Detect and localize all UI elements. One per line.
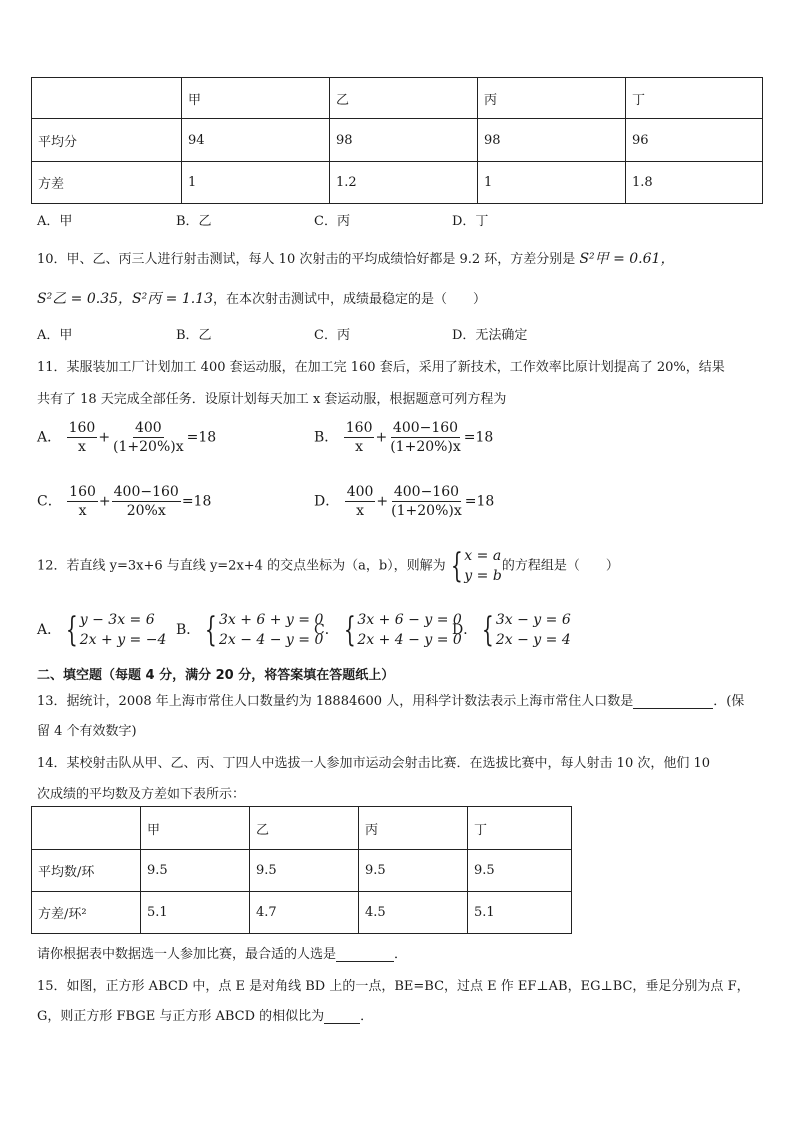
q12-option-c bbox=[314, 610, 462, 650]
q14-after-end: ． bbox=[394, 947, 408, 962]
equation-row: x = a bbox=[464, 548, 502, 564]
equation-system bbox=[200, 610, 323, 650]
q13-line1 bbox=[37, 690, 744, 709]
q11-option-d: D． $\frac{400}{x}$ + $\frac{400-160}{(1+20\%)x}$ =18 bbox=[314, 484, 495, 519]
equation-row: 2x + 4 − y = 0 bbox=[357, 632, 462, 648]
denominator: x bbox=[356, 503, 364, 519]
brace-icon: { bbox=[65, 610, 78, 650]
denominator: (1+20%)x bbox=[390, 439, 461, 455]
q12-stem-after: 的方程组是（ ） bbox=[501, 558, 619, 574]
brace-icon: { bbox=[482, 610, 495, 650]
numerator: 160 bbox=[345, 420, 373, 436]
table-cell: 平均分 bbox=[32, 119, 182, 162]
table-row bbox=[32, 119, 763, 162]
q10-stem bbox=[37, 248, 674, 268]
rhs: =18 bbox=[463, 429, 494, 446]
fraction bbox=[344, 420, 375, 455]
table-cell: 1 bbox=[182, 162, 330, 204]
denominator: x bbox=[77, 439, 86, 455]
q14-after-text: 请你根据表中数据选一人参加比赛，最合适的人选是 bbox=[37, 947, 337, 962]
table-cell: 1.2 bbox=[330, 162, 478, 204]
rhs: =18 bbox=[181, 493, 212, 510]
score-table-2 bbox=[31, 806, 572, 934]
q12-option-d bbox=[452, 610, 571, 650]
table-cell: 5.1 bbox=[141, 892, 250, 934]
denominator: 20%x bbox=[126, 503, 166, 519]
q10-line1: 10．甲、乙、丙三人进行射击测试，每人 10 次射击的平均成绩恰好都是 9.2 环，方差分别是 bbox=[37, 252, 576, 267]
q12-stem-before: 12．若直线 y=3x+6 与直线 y=2x+4 的交点坐标为（a，b），则解为 bbox=[37, 558, 446, 574]
table-cell: 甲 bbox=[141, 807, 250, 850]
table-cell: 平均数/环 bbox=[32, 850, 141, 892]
brace-icon: { bbox=[343, 610, 356, 650]
denominator: x bbox=[355, 439, 364, 455]
table-cell bbox=[32, 78, 182, 119]
equation-row: 3x + 6 + y = 0 bbox=[218, 612, 324, 628]
equation-row: y − 3x = 6 bbox=[79, 612, 155, 628]
q14-after bbox=[37, 943, 407, 962]
equation-row: 2x − 4 − y = 0 bbox=[218, 632, 324, 648]
table-cell: 9.5 bbox=[250, 850, 359, 892]
numerator: 160 bbox=[69, 484, 96, 500]
table-cell: 乙 bbox=[330, 78, 478, 119]
equation-row: 2x + y = −4 bbox=[79, 632, 167, 648]
equation-system bbox=[339, 610, 462, 650]
q14-line1: 14．某校射击队从甲、乙、丙、丁四人中选拔一人参加市运动会射击比赛．在选拔比赛中，每人射击 10 次，他们 10 bbox=[37, 756, 711, 771]
equation-row: 2x − y = 4 bbox=[495, 632, 571, 648]
numerator: 400−160 bbox=[393, 484, 460, 500]
brace-icon: { bbox=[205, 610, 218, 650]
q13-line2: 留 4 个有效数字) bbox=[37, 724, 137, 739]
numerator: 400 bbox=[134, 420, 162, 436]
q13-text: 13．据统计，2008 年上海市常住人口数量约为 18884600 人，用科学计数法表示上海市常住人口数是 bbox=[37, 694, 634, 709]
rhs: =18 bbox=[464, 493, 495, 510]
q10-line2-rest: ，在本次射击测试中，成绩最稳定的是（ ） bbox=[213, 292, 487, 307]
table-cell: 丙 bbox=[359, 807, 468, 850]
fraction bbox=[388, 420, 463, 455]
option-label: B． bbox=[314, 429, 339, 446]
q13-text-end: ．(保 bbox=[713, 694, 745, 709]
table-cell: 9.5 bbox=[359, 850, 468, 892]
q9-option-c: C．丙 bbox=[314, 214, 350, 229]
q12-option-b bbox=[176, 610, 323, 650]
q11-option-a: A． $\frac{160}{x}$ + $\frac{400}{(1+20\%)x}$ =18 bbox=[37, 420, 217, 455]
table-row bbox=[32, 850, 572, 892]
q15-line2 bbox=[37, 1005, 373, 1024]
brace-icon: { bbox=[450, 546, 463, 586]
q9-option-d: D．丁 bbox=[452, 214, 489, 229]
table-header-row bbox=[32, 807, 572, 850]
section-heading: 二、填空题（每题 4 分，满分 20 分，将答案填在答题纸上） bbox=[37, 668, 395, 683]
option-label: D． bbox=[452, 622, 478, 638]
table-cell: 98 bbox=[478, 119, 626, 162]
table-cell bbox=[32, 807, 141, 850]
table-cell: 甲 bbox=[182, 78, 330, 119]
q12-stem bbox=[37, 546, 619, 586]
q10-line2 bbox=[37, 288, 486, 308]
equation-row: 3x + 6 − y = 0 bbox=[357, 612, 462, 628]
table-row bbox=[32, 162, 763, 204]
option-label: B． bbox=[176, 622, 201, 638]
q9-option-b: B．乙 bbox=[176, 214, 212, 229]
q10-option-a: A．甲 bbox=[37, 328, 73, 343]
fraction bbox=[389, 484, 464, 519]
equation-system bbox=[477, 610, 571, 650]
numerator: 400 bbox=[346, 484, 374, 500]
numerator: 400−160 bbox=[392, 420, 459, 436]
q15-text: G，则正方形 FBGE 与正方形 ABCD 的相似比为 bbox=[37, 1009, 325, 1024]
answer-blank[interactable] bbox=[324, 1009, 360, 1024]
q14-line2: 次成绩的平均数及方差如下表所示： bbox=[37, 787, 246, 802]
q11-option-b: B． $\frac{160}{x}$ + $\frac{400-160}{(1+20\%)x}$ =18 bbox=[314, 420, 494, 455]
table-cell: 94 bbox=[182, 119, 330, 162]
q10-option-c: C．丙 bbox=[314, 328, 350, 343]
q15-text-end: ． bbox=[360, 1009, 374, 1024]
table-cell: 乙 bbox=[250, 807, 359, 850]
q11-option-c: C． $\frac{160}{x}$ + $\frac{400-160}{20\%x}$ =18 bbox=[37, 484, 212, 519]
q10-option-b: B．乙 bbox=[176, 328, 212, 343]
table-cell: 4.5 bbox=[359, 892, 468, 934]
fraction bbox=[67, 484, 98, 519]
fraction bbox=[111, 420, 186, 455]
answer-blank[interactable] bbox=[336, 947, 394, 962]
table-cell: 98 bbox=[330, 119, 478, 162]
option-label: A． bbox=[37, 429, 62, 446]
denominator: x bbox=[78, 503, 87, 519]
fraction bbox=[67, 420, 98, 455]
equation-row: y = b bbox=[464, 568, 502, 584]
table-cell: 丁 bbox=[626, 78, 763, 119]
fraction bbox=[112, 484, 181, 519]
score-table-1 bbox=[31, 77, 763, 204]
q9-option-a: A．甲 bbox=[37, 214, 73, 229]
q11-line2: 共有了 18 天完成全部任务．设原计划每天加工 x 套运动服，根据题意可列方程为 bbox=[37, 392, 507, 407]
q11-line1: 11．某服装加工厂计划加工 400 套运动服，在加工完 160 套后，采用了新技术，工作效率比原计划提高了 20%，结果 bbox=[37, 360, 725, 375]
option-label: C． bbox=[314, 622, 339, 638]
numerator: 400−160 bbox=[113, 484, 179, 500]
table-header-row bbox=[32, 78, 763, 119]
answer-blank[interactable] bbox=[633, 694, 713, 709]
table-cell: 5.1 bbox=[468, 892, 572, 934]
table-cell: 方差 bbox=[32, 162, 182, 204]
denominator: (1+20%)x bbox=[391, 503, 462, 519]
q10-option-d: D．无法确定 bbox=[452, 328, 528, 343]
option-label: C． bbox=[37, 493, 62, 510]
equation-row: 3x − y = 6 bbox=[495, 612, 571, 628]
table-cell: 1.8 bbox=[626, 162, 763, 204]
q10-variance-jia: S²甲 = 0.61， bbox=[579, 251, 675, 267]
equation-system bbox=[446, 546, 502, 586]
equation-system bbox=[61, 610, 166, 650]
q12-option-a bbox=[37, 610, 166, 650]
q10-variance-yi-bing: S²乙 = 0.35，S²丙 = 1.13 bbox=[37, 291, 214, 307]
q15-line1: 15．如图，正方形 ABCD 中，点 E 是对角线 BD 上的一点，BE=BC，过点 E 作 EF⊥AB，EG⊥BC，垂足分别为点 F， bbox=[37, 979, 750, 994]
table-cell: 丙 bbox=[478, 78, 626, 119]
table-cell: 4.7 bbox=[250, 892, 359, 934]
option-label: D． bbox=[314, 493, 340, 510]
table-cell: 方差/环² bbox=[32, 892, 141, 934]
table-cell: 9.5 bbox=[141, 850, 250, 892]
rhs: =18 bbox=[186, 429, 217, 446]
denominator: (1+20%)x bbox=[113, 439, 184, 455]
table-cell: 96 bbox=[626, 119, 763, 162]
table-row bbox=[32, 892, 572, 934]
numerator: 160 bbox=[68, 420, 96, 436]
table-cell: 丁 bbox=[468, 807, 572, 850]
table-cell: 1 bbox=[478, 162, 626, 204]
fraction bbox=[345, 484, 376, 519]
option-label: A． bbox=[37, 622, 62, 638]
table-cell: 9.5 bbox=[468, 850, 572, 892]
